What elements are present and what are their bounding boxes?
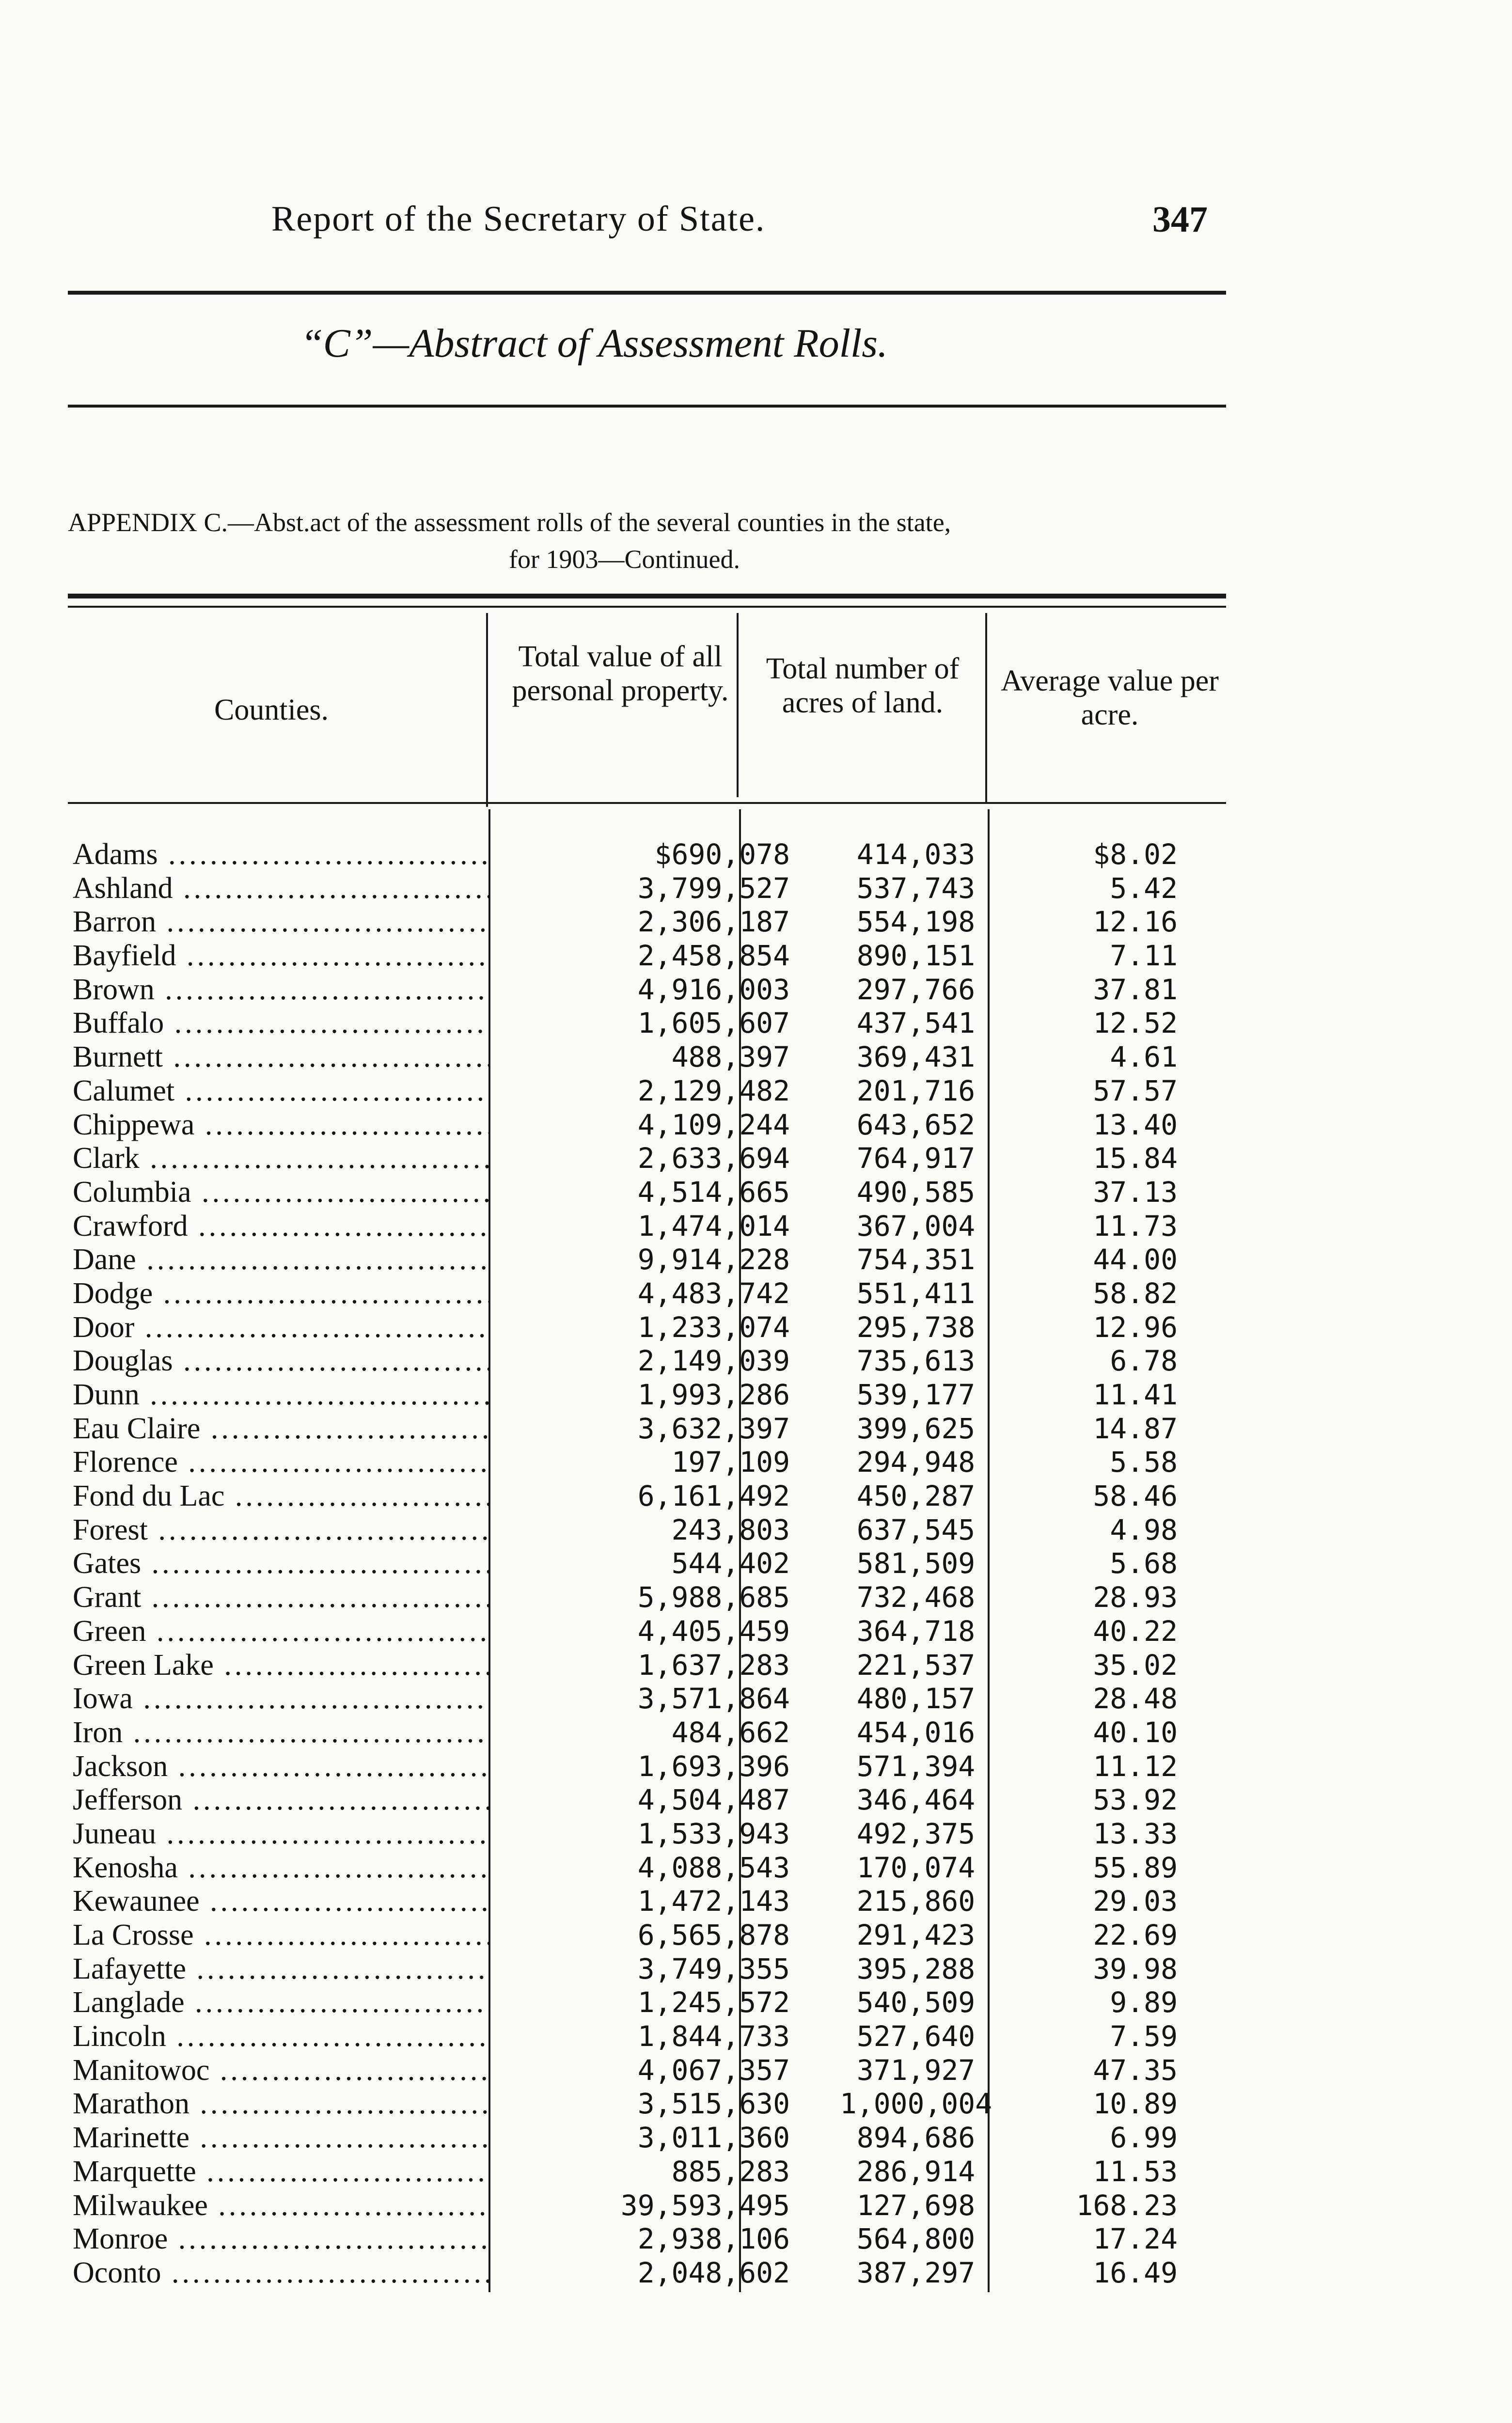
average-value-cell: 57.57 bbox=[1093, 1074, 1178, 1107]
personal-property-cell: 2,938,106 bbox=[637, 2222, 790, 2256]
table-top-rule-thin bbox=[68, 606, 1226, 608]
table-row bbox=[73, 837, 1236, 871]
acres-cell: 201,716 bbox=[856, 1074, 976, 1107]
section-title: “C”—Abstract of Assessment Rolls. bbox=[300, 321, 888, 366]
personal-property-cell: 2,306,187 bbox=[637, 905, 790, 939]
county-cell: Green ..... bbox=[73, 1614, 489, 1648]
county-cell: Grant ..... bbox=[73, 1580, 489, 1614]
personal-property-cell: 1,233,074 bbox=[637, 1310, 790, 1344]
county-cell: La Crosse ..... bbox=[73, 1918, 489, 1952]
acres-cell: 490,585 bbox=[856, 1175, 976, 1209]
personal-property-cell: 4,405,459 bbox=[637, 1614, 790, 1648]
personal-property-cell: 1,605,607 bbox=[637, 1007, 790, 1040]
table-row bbox=[73, 2155, 1236, 2188]
average-value-cell: 37.81 bbox=[1093, 973, 1178, 1006]
average-value-cell: 16.49 bbox=[1093, 2256, 1178, 2289]
personal-property-cell: 6,565,878 bbox=[637, 1919, 790, 1951]
county-cell: Florence ..... bbox=[73, 1445, 489, 1479]
county-cell: Kenosha ..... bbox=[73, 1851, 489, 1885]
county-cell: Marquette ..... bbox=[73, 2155, 489, 2188]
acres-cell: 890,151 bbox=[856, 939, 976, 973]
acres-cell: 732,468 bbox=[856, 1581, 976, 1614]
table-row bbox=[73, 939, 1236, 973]
county-cell: Door ..... bbox=[73, 1310, 489, 1344]
average-value-cell: 11.73 bbox=[1093, 1209, 1178, 1243]
personal-property-cell: 4,109,244 bbox=[637, 1108, 790, 1141]
personal-property-cell: 1,993,286 bbox=[637, 1378, 790, 1411]
average-value-cell: 11.12 bbox=[1093, 1749, 1178, 1783]
acres-cell: 540,509 bbox=[856, 1986, 976, 2019]
personal-property-cell: 2,048,602 bbox=[637, 2256, 790, 2289]
table-row bbox=[73, 1310, 1236, 1344]
personal-property-cell: 4,088,543 bbox=[637, 1851, 790, 1884]
county-cell: Adams ..... bbox=[73, 837, 489, 871]
acres-cell: 371,927 bbox=[856, 2053, 976, 2087]
acres-cell: 294,948 bbox=[856, 1446, 976, 1479]
caption-line-1: APPENDIX C.—Abst.act of the assessment rolls of the several counties in the state, bbox=[68, 508, 951, 537]
county-cell: Monroe ..... bbox=[73, 2222, 489, 2256]
county-cell: Lafayette ..... bbox=[73, 1952, 489, 1986]
table-row bbox=[73, 1040, 1236, 1074]
acres-cell: 170,074 bbox=[856, 1851, 976, 1884]
personal-property-cell: 3,632,397 bbox=[637, 1412, 790, 1445]
county-cell: Brown ..... bbox=[73, 973, 489, 1007]
table-row bbox=[73, 1715, 1236, 1749]
county-cell: Marinette ..... bbox=[73, 2121, 489, 2155]
table-row bbox=[73, 1141, 1236, 1175]
average-value-cell: 5.58 bbox=[1110, 1446, 1178, 1479]
county-cell: Douglas ..... bbox=[73, 1344, 489, 1378]
county-cell: Iowa ..... bbox=[73, 1682, 489, 1715]
county-cell: Juneau ..... bbox=[73, 1817, 489, 1851]
caption-line-2: for 1903—Continued. bbox=[509, 545, 740, 574]
table-row bbox=[73, 1412, 1236, 1446]
table-row bbox=[73, 1108, 1236, 1142]
table-row bbox=[73, 1918, 1236, 1952]
county-cell: Marathon ..... bbox=[73, 2087, 489, 2121]
acres-cell: 221,537 bbox=[856, 1648, 976, 1682]
acres-cell: 764,917 bbox=[856, 1142, 976, 1175]
personal-property-cell: 4,514,665 bbox=[637, 1175, 790, 1209]
acres-cell: 643,652 bbox=[856, 1108, 976, 1141]
county-cell: Calumet ..... bbox=[73, 1074, 489, 1108]
acres-cell: 414,033 bbox=[856, 838, 976, 871]
average-value-cell: 4.98 bbox=[1110, 1513, 1178, 1546]
table-row bbox=[73, 1479, 1236, 1513]
table-row bbox=[73, 1445, 1236, 1479]
table-row bbox=[73, 2188, 1236, 2222]
header-bottom-rule bbox=[68, 802, 1226, 804]
personal-property-cell: 243,803 bbox=[671, 1513, 790, 1546]
acres-cell: 297,766 bbox=[856, 973, 976, 1006]
acres-cell: 554,198 bbox=[856, 905, 976, 939]
table-row bbox=[73, 1344, 1236, 1378]
personal-property-cell: 3,749,355 bbox=[637, 1952, 790, 1985]
county-cell: Lincoln ..... bbox=[73, 2019, 489, 2053]
average-value-cell: 40.10 bbox=[1093, 1715, 1178, 1749]
personal-property-cell: 4,483,742 bbox=[637, 1276, 790, 1310]
personal-property-cell: 6,161,492 bbox=[637, 1479, 790, 1513]
average-value-cell: $8.02 bbox=[1093, 838, 1178, 871]
personal-property-cell: 1,693,396 bbox=[637, 1749, 790, 1783]
average-value-cell: 37.13 bbox=[1093, 1175, 1178, 1209]
table-row bbox=[73, 1749, 1236, 1783]
table-row bbox=[73, 2121, 1236, 2155]
personal-property-cell: 5,988,685 bbox=[637, 1581, 790, 1614]
table-row bbox=[73, 2222, 1236, 2256]
acres-cell: 291,423 bbox=[856, 1919, 976, 1951]
acres-cell: 894,686 bbox=[856, 2121, 976, 2155]
average-value-cell: 35.02 bbox=[1093, 1648, 1178, 1682]
average-value-cell: 10.89 bbox=[1093, 2087, 1178, 2121]
average-value-cell: 7.59 bbox=[1110, 2020, 1178, 2053]
personal-property-cell: 3,011,360 bbox=[637, 2121, 790, 2155]
table-row bbox=[73, 2053, 1236, 2087]
acres-cell: 637,545 bbox=[856, 1513, 976, 1546]
table-row bbox=[73, 905, 1236, 939]
personal-property-cell: 1,844,733 bbox=[637, 2020, 790, 2053]
section-rule bbox=[68, 405, 1226, 408]
acres-cell: 215,860 bbox=[856, 1885, 976, 1918]
personal-property-cell: 1,533,943 bbox=[637, 1817, 790, 1850]
acres-cell: 367,004 bbox=[856, 1209, 976, 1243]
county-cell: Jefferson ..... bbox=[73, 1783, 489, 1817]
average-value-cell: 58.46 bbox=[1093, 1479, 1178, 1513]
column-header-personal-property: Total value of all personal property. bbox=[512, 640, 729, 707]
county-cell: Jackson ..... bbox=[73, 1749, 489, 1783]
column-divider-1 bbox=[486, 613, 488, 807]
average-value-cell: 28.93 bbox=[1093, 1581, 1178, 1614]
column-header-average-value: Average value per acre. bbox=[1001, 664, 1219, 731]
average-value-cell: 9.89 bbox=[1110, 1986, 1178, 2019]
county-cell: Dunn ..... bbox=[73, 1378, 489, 1412]
county-cell: Gates ..... bbox=[73, 1546, 489, 1580]
table-row bbox=[73, 1783, 1236, 1817]
average-value-cell: 4.61 bbox=[1110, 1040, 1178, 1074]
page-number: 347 bbox=[1152, 199, 1208, 240]
table-row bbox=[73, 973, 1236, 1007]
table-row bbox=[73, 2019, 1236, 2053]
county-cell: Buffalo ..... bbox=[73, 1006, 489, 1040]
acres-cell: 395,288 bbox=[856, 1952, 976, 1985]
average-value-cell: 6.99 bbox=[1110, 2121, 1178, 2155]
personal-property-cell: 3,515,630 bbox=[637, 2087, 790, 2121]
column-header-acres: Total number of acres of land. bbox=[766, 652, 960, 719]
table-row bbox=[73, 1546, 1236, 1580]
acres-cell: 346,464 bbox=[856, 1783, 976, 1817]
personal-property-cell: 3,799,527 bbox=[637, 871, 790, 905]
county-cell: Barron ..... bbox=[73, 905, 489, 939]
county-cell: Eau Claire ..... bbox=[73, 1412, 489, 1446]
county-cell: Oconto ..... bbox=[73, 2256, 489, 2290]
average-value-cell: 40.22 bbox=[1093, 1614, 1178, 1648]
county-cell: Burnett ..... bbox=[73, 1040, 489, 1074]
personal-property-cell: 1,472,143 bbox=[637, 1885, 790, 1918]
personal-property-cell: 484,662 bbox=[671, 1715, 790, 1749]
county-cell: Forest ..... bbox=[73, 1513, 489, 1547]
table-row bbox=[73, 1209, 1236, 1243]
county-cell: Bayfield ..... bbox=[73, 939, 489, 973]
personal-property-cell: 39,593,495 bbox=[620, 2188, 790, 2222]
table-row bbox=[73, 1884, 1236, 1918]
column-divider-3 bbox=[985, 613, 987, 802]
running-title: Report of the Secretary of State. bbox=[271, 199, 766, 239]
average-value-cell: 58.82 bbox=[1093, 1276, 1178, 1310]
average-value-cell: 44.00 bbox=[1093, 1243, 1178, 1276]
average-value-cell: 47.35 bbox=[1093, 2053, 1178, 2087]
personal-property-cell: 885,283 bbox=[671, 2155, 790, 2188]
personal-property-cell: 3,571,864 bbox=[637, 1682, 790, 1715]
county-cell: Iron ..... bbox=[73, 1715, 489, 1749]
average-value-cell: 14.87 bbox=[1093, 1412, 1178, 1445]
average-value-cell: 17.24 bbox=[1093, 2222, 1178, 2256]
average-value-cell: 13.33 bbox=[1093, 1817, 1178, 1850]
acres-cell: 581,509 bbox=[856, 1547, 976, 1580]
table-row bbox=[73, 1952, 1236, 1986]
acres-cell: 286,914 bbox=[856, 2155, 976, 2188]
table-row bbox=[73, 2256, 1236, 2290]
personal-property-cell: 544,402 bbox=[671, 1547, 790, 1580]
personal-property-cell: 1,245,572 bbox=[637, 1986, 790, 2019]
acres-cell: 539,177 bbox=[856, 1378, 976, 1411]
personal-property-cell: 1,474,014 bbox=[637, 1209, 790, 1243]
table-row bbox=[73, 1175, 1236, 1209]
table-row bbox=[73, 1006, 1236, 1040]
acres-cell: 754,351 bbox=[856, 1243, 976, 1276]
table-caption bbox=[68, 504, 1231, 578]
county-cell: Crawford ..... bbox=[73, 1209, 489, 1243]
average-value-cell: 11.41 bbox=[1093, 1378, 1178, 1411]
table-row bbox=[73, 1614, 1236, 1648]
county-cell: Langlade ..... bbox=[73, 1985, 489, 2019]
table-row bbox=[73, 1243, 1236, 1276]
average-value-cell: 13.40 bbox=[1093, 1108, 1178, 1141]
county-cell: Clark ..... bbox=[73, 1141, 489, 1175]
personal-property-cell: 1,637,283 bbox=[637, 1648, 790, 1682]
table-row bbox=[73, 1851, 1236, 1885]
county-cell: Milwaukee ..... bbox=[73, 2188, 489, 2222]
acres-cell: 450,287 bbox=[856, 1479, 976, 1513]
average-value-cell: 11.53 bbox=[1093, 2155, 1178, 2188]
acres-cell: 537,743 bbox=[856, 871, 976, 905]
personal-property-cell: 2,633,694 bbox=[637, 1142, 790, 1175]
table-row bbox=[73, 1817, 1236, 1851]
personal-property-cell: 2,129,482 bbox=[637, 1074, 790, 1107]
table-row bbox=[73, 871, 1236, 905]
acres-cell: 492,375 bbox=[856, 1817, 976, 1850]
average-value-cell: 15.84 bbox=[1093, 1142, 1178, 1175]
personal-property-cell: $690,078 bbox=[654, 838, 790, 871]
acres-cell: 735,613 bbox=[856, 1344, 976, 1378]
average-value-cell: 22.69 bbox=[1093, 1919, 1178, 1951]
table-row bbox=[73, 1276, 1236, 1310]
county-cell: Columbia ..... bbox=[73, 1175, 489, 1209]
column-header-counties: Counties. bbox=[214, 693, 329, 726]
average-value-cell: 168.23 bbox=[1076, 2188, 1178, 2222]
personal-property-cell: 2,149,039 bbox=[637, 1344, 790, 1378]
personal-property-cell: 488,397 bbox=[671, 1040, 790, 1074]
acres-cell: 454,016 bbox=[856, 1715, 976, 1749]
table-row bbox=[73, 1580, 1236, 1614]
average-value-cell: 29.03 bbox=[1093, 1885, 1178, 1918]
personal-property-cell: 4,504,487 bbox=[637, 1783, 790, 1817]
table-row bbox=[73, 1513, 1236, 1547]
average-value-cell: 39.98 bbox=[1093, 1952, 1178, 1985]
acres-cell: 387,297 bbox=[856, 2256, 976, 2289]
county-cell: Fond du Lac ..... bbox=[73, 1479, 489, 1513]
county-cell: Dodge ..... bbox=[73, 1276, 489, 1310]
acres-cell: 564,800 bbox=[856, 2222, 976, 2256]
county-cell: Kewaunee ..... bbox=[73, 1884, 489, 1918]
personal-property-cell: 4,067,357 bbox=[637, 2053, 790, 2087]
county-cell: Chippewa ..... bbox=[73, 1108, 489, 1142]
acres-cell: 480,157 bbox=[856, 1682, 976, 1715]
table-row bbox=[73, 1074, 1236, 1108]
table-top-rule-thick bbox=[68, 594, 1226, 598]
county-cell: Green Lake ..... bbox=[73, 1648, 489, 1682]
table-row bbox=[73, 1378, 1236, 1412]
average-value-cell: 53.92 bbox=[1093, 1783, 1178, 1817]
acres-cell: 369,431 bbox=[856, 1040, 976, 1074]
top-rule bbox=[68, 291, 1226, 295]
table-body bbox=[73, 837, 1236, 2290]
average-value-cell: 6.78 bbox=[1110, 1344, 1178, 1378]
personal-property-cell: 197,109 bbox=[671, 1446, 790, 1479]
average-value-cell: 7.11 bbox=[1110, 939, 1178, 973]
average-value-cell: 12.52 bbox=[1093, 1007, 1178, 1040]
average-value-cell: 12.16 bbox=[1093, 905, 1178, 939]
average-value-cell: 28.48 bbox=[1093, 1682, 1178, 1715]
acres-cell: 127,698 bbox=[856, 2188, 976, 2222]
acres-cell: 364,718 bbox=[856, 1614, 976, 1648]
county-cell: Manitowoc ..... bbox=[73, 2053, 489, 2087]
average-value-cell: 55.89 bbox=[1093, 1851, 1178, 1884]
column-divider-2 bbox=[737, 613, 739, 797]
personal-property-cell: 9,914,228 bbox=[637, 1243, 790, 1276]
table-row bbox=[73, 1648, 1236, 1682]
personal-property-cell: 2,458,854 bbox=[637, 939, 790, 973]
average-value-cell: 5.68 bbox=[1110, 1547, 1178, 1580]
acres-cell: 551,411 bbox=[856, 1276, 976, 1310]
acres-cell: 399,625 bbox=[856, 1412, 976, 1445]
table-row bbox=[73, 1682, 1236, 1715]
acres-cell: 527,640 bbox=[856, 2020, 976, 2053]
acres-cell: 1,000,004 bbox=[839, 2087, 992, 2121]
table-row bbox=[73, 2087, 1236, 2121]
county-cell: Ashland ..... bbox=[73, 871, 489, 905]
average-value-cell: 12.96 bbox=[1093, 1310, 1178, 1344]
county-cell: Dane ..... bbox=[73, 1243, 489, 1276]
acres-cell: 437,541 bbox=[856, 1007, 976, 1040]
table-row bbox=[73, 1985, 1236, 2019]
acres-cell: 295,738 bbox=[856, 1310, 976, 1344]
average-value-cell: 5.42 bbox=[1110, 871, 1178, 905]
personal-property-cell: 4,916,003 bbox=[637, 973, 790, 1006]
acres-cell: 571,394 bbox=[856, 1749, 976, 1783]
